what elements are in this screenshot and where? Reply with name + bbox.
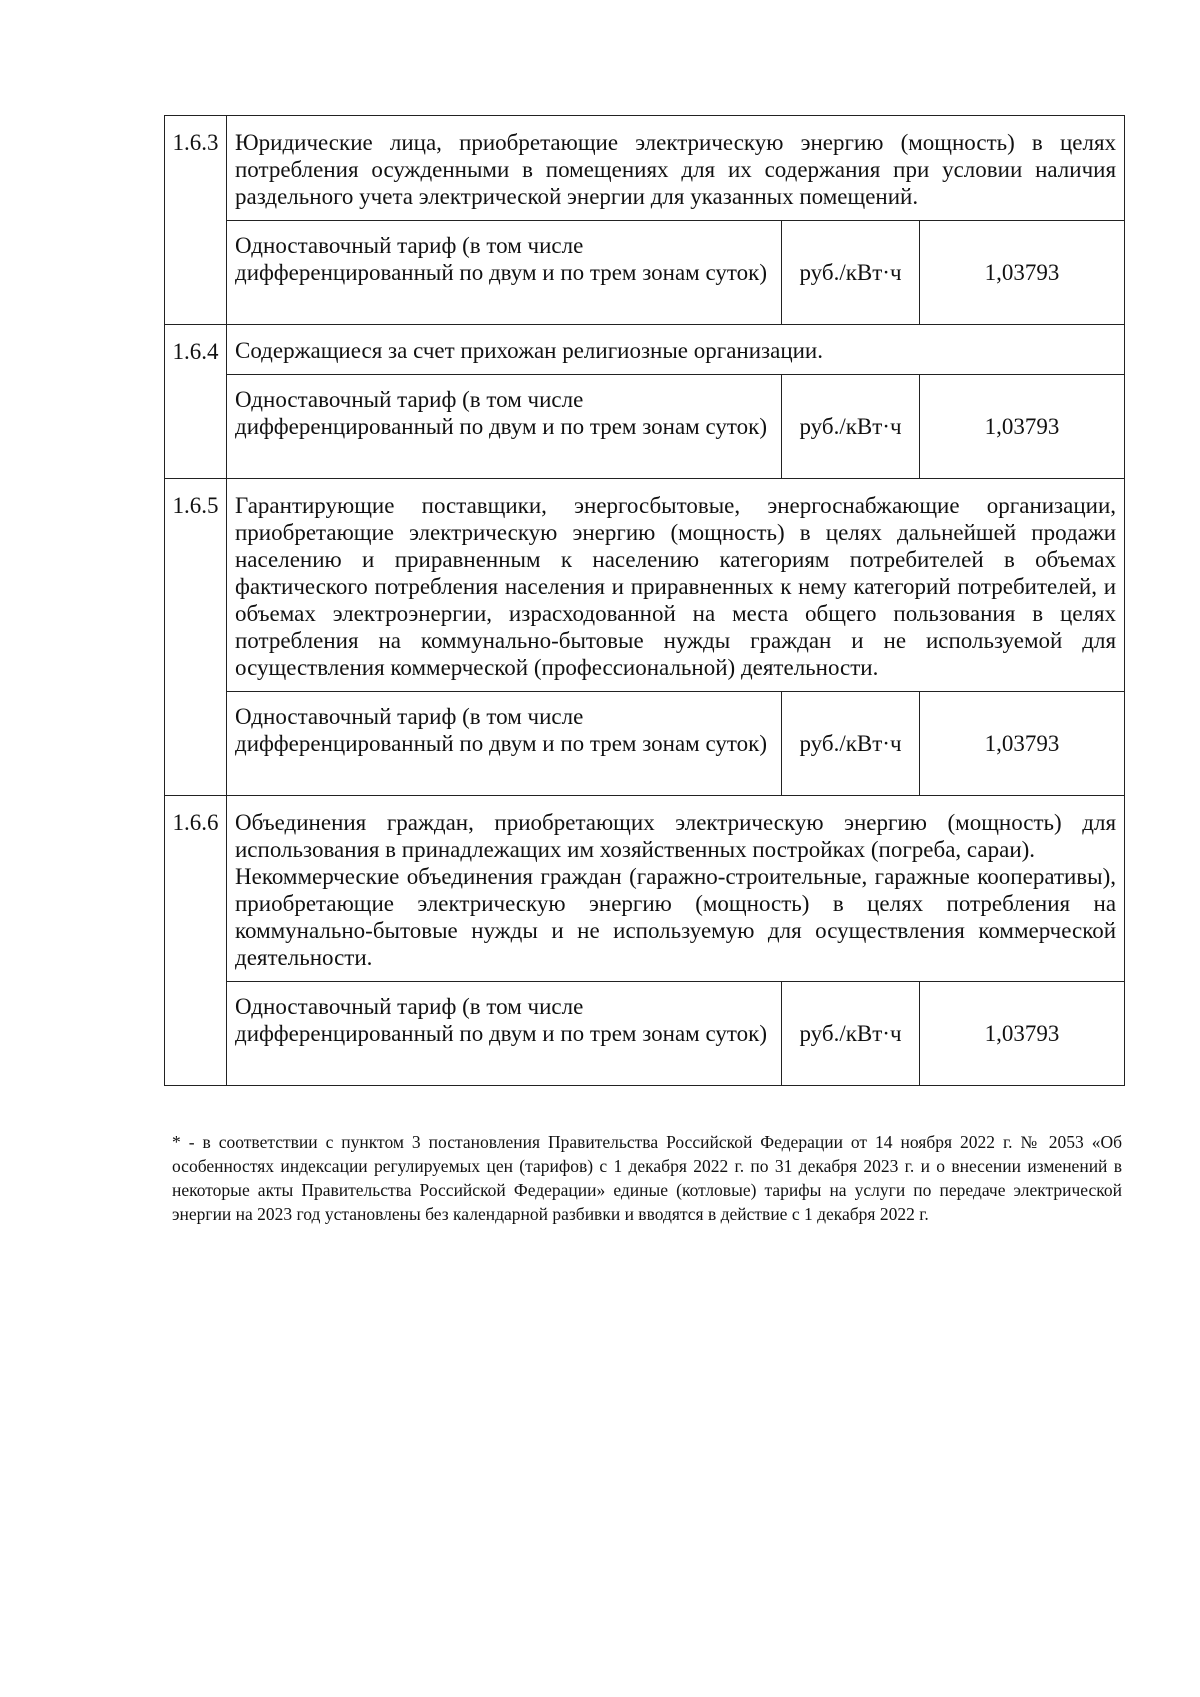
table-row bbox=[165, 375, 1125, 479]
category-description: Юридические лица, приобретающие электрическую энергию (мощность) в целях потребления осужденными в помещениях для их содержания при условии наличия раздельного учета электрической энергии для указанных помещений. bbox=[227, 116, 1125, 221]
table-row bbox=[165, 692, 1125, 796]
unit-cell: руб./кВт·ч bbox=[782, 375, 920, 479]
rate-name: Одноставочный тариф (в том числе дифференцированный по двум и по трем зонам суток) bbox=[227, 375, 782, 479]
footnote: * - в соответствии с пунктом 3 постановления Правительства Российской Федерации от 14 ноября 2022 г. № 2053 «Об особенностях индексации регулируемых цен (тарифов) с 1 декабря 2022 г. по 31 декабря 2023 г. и о внесении изменений в некоторые акты Правительства Российской Федерации» единые (котловые) тарифы на услуги по передаче электрической энергии на 2023 год установлены без календарной разбивки и вводятся в действие с 1 декабря 2022 г. bbox=[172, 1132, 1122, 1224]
category-description: Объединения граждан, приобретающих электрическую энергию (мощность) для использования в принадлежащих им хозяйственных постройках (погреба, сараи). bbox=[235, 810, 1117, 862]
tariff-value: 1,03793 bbox=[920, 982, 1125, 1086]
rate-name: Одноставочный тариф (в том числе дифференцированный по двум и по трем зонам суток) bbox=[227, 221, 782, 325]
rate-name: Одноставочный тариф (в том числе дифференцированный по двум и по трем зонам суток) bbox=[227, 982, 782, 1086]
rate-name: Одноставочный тариф (в том числе дифференцированный по двум и по трем зонам суток) bbox=[227, 692, 782, 796]
row-number: 1.6.5 bbox=[165, 479, 227, 796]
row-number: 1.6.6 bbox=[165, 796, 227, 1086]
row-number: 1.6.4 bbox=[165, 325, 227, 479]
category-description: Содержащиеся за счет прихожан религиозные организации. bbox=[227, 325, 1125, 375]
table-row bbox=[165, 116, 1125, 221]
unit-cell: руб./кВт·ч bbox=[782, 982, 920, 1086]
unit-cell: руб./кВт·ч bbox=[782, 221, 920, 325]
category-description-extra: Некоммерческие объединения граждан (гаражно-строительные, гаражные кооперативы), приобретающие электрическую энергию (мощность) в целях потребления на коммунально-бытовые нужды и не используемую для осуществления коммерческой деятельности. bbox=[235, 864, 1117, 970]
unit-cell: руб./кВт·ч bbox=[782, 692, 920, 796]
table-row bbox=[165, 982, 1125, 1086]
row-number: 1.6.3 bbox=[165, 116, 227, 325]
category-description-cell bbox=[227, 796, 1125, 982]
category-description: Гарантирующие поставщики, энергосбытовые, энергоснабжающие организации, приобретающие электрическую энергию (мощность) в целях дальнейшей продажи населению и приравненным к населению категориям потребителей в объемах фактического потребления населения и приравненных к нему категорий потребителей, и объемах электроэнергии, израсходованной на места общего пользования в целях потребления на коммунально-бытовые нужды граждан и не используемой для осуществления коммерческой (профессиональной) деятельности. bbox=[227, 479, 1125, 692]
tariff-table bbox=[164, 115, 1125, 1086]
tariff-value: 1,03793 bbox=[920, 375, 1125, 479]
tariff-value: 1,03793 bbox=[920, 692, 1125, 796]
tariff-value: 1,03793 bbox=[920, 221, 1125, 325]
table-row bbox=[165, 479, 1125, 692]
table-row bbox=[165, 325, 1125, 375]
table-row bbox=[165, 796, 1125, 982]
table-row bbox=[165, 221, 1125, 325]
